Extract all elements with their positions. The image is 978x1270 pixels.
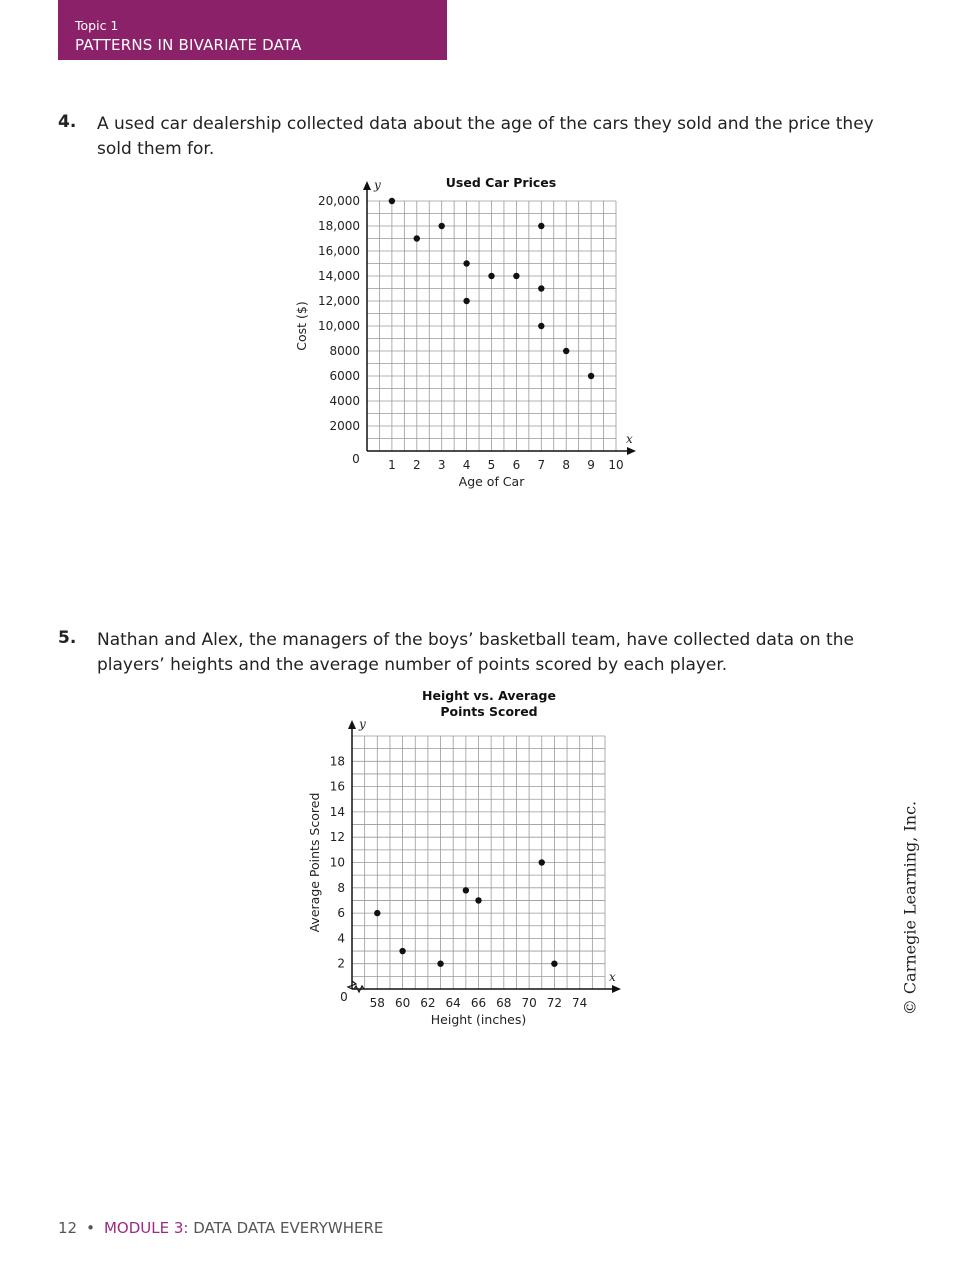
car-chart-x-var: x xyxy=(626,432,633,446)
car-chart-x-tick-label: 8 xyxy=(562,458,571,472)
height-chart-y-tick-label: 16 xyxy=(329,779,345,794)
car-chart-title: Used Car Prices xyxy=(445,175,557,190)
height-chart-y-tick-label: 6 xyxy=(337,906,345,921)
height-chart-data-point-6 xyxy=(551,961,557,967)
car-chart-x-tick-label: 4 xyxy=(462,458,471,472)
car-chart-x-tick-label: 10 xyxy=(608,458,624,472)
height-chart-y-tick-label: 8 xyxy=(337,880,345,895)
height-chart-x-arrow xyxy=(612,985,621,993)
height-chart-origin-label: 0 xyxy=(340,990,348,1004)
topic-label: Topic 1 xyxy=(75,18,119,33)
car-chart-y-tick-label: 20,000 xyxy=(318,194,360,208)
car-chart-y-tick-label: 12,000 xyxy=(318,294,360,308)
height-chart-y-tick-label: 2 xyxy=(337,956,345,971)
height-chart-grid xyxy=(352,736,605,989)
question-5-number: 5. xyxy=(58,628,77,648)
car-chart-x-tick-label: 1 xyxy=(388,458,396,472)
height-chart-title-line-0: Height vs. Average xyxy=(422,688,556,703)
car-chart-y-tick-label: 4000 xyxy=(329,394,360,408)
car-chart-x-tick-label: 3 xyxy=(437,458,446,472)
car-chart-y-tick-label: 2000 xyxy=(329,419,360,433)
car-chart-y-label: Cost ($) xyxy=(294,301,309,351)
car-chart-x-tick-label: 9 xyxy=(587,458,595,472)
car-chart-x-tick-label: 2 xyxy=(412,458,421,472)
height-chart-x-tick-label: 74 xyxy=(572,996,588,1010)
car-chart-x-tick-label: 7 xyxy=(537,458,546,472)
height-chart-x-tick-label: 58 xyxy=(369,996,385,1010)
copyright-notice: © Carnegie Learning, Inc. xyxy=(900,800,920,1016)
page-number: 12 xyxy=(58,1219,78,1237)
car-chart-x-label: Age of Car xyxy=(458,474,525,489)
height-chart-data-point-0 xyxy=(374,910,380,916)
height-chart-data-point-4 xyxy=(475,897,481,903)
height-chart-y-tick-label: 4 xyxy=(337,931,345,946)
height-chart-y-var: y xyxy=(359,717,366,731)
height-chart-y-tick-label: 18 xyxy=(329,754,345,769)
height-chart-data-point-1 xyxy=(399,948,405,954)
height-chart-x-var: x xyxy=(609,970,616,984)
height-chart-x-label: Height (inches) xyxy=(430,1012,527,1027)
height-chart-x-tick-label: 68 xyxy=(496,996,512,1010)
height-chart-x-tick-label: 62 xyxy=(420,996,436,1010)
height-chart-y-tick-label: 14 xyxy=(329,804,345,819)
question-5-text: Nathan and Alex, the managers of the boys’ basketball team, have collected data on the players’ heights and the average number of points scored by each player. xyxy=(97,630,854,675)
question-4-text: A used car dealership collected data about the age of the cars they sold and the price they sold them for. xyxy=(97,114,874,159)
car-chart-x-tick-label: 5 xyxy=(487,458,496,472)
height-chart-title-line-1: Points Scored xyxy=(440,704,538,719)
height-chart-x-tick-label: 60 xyxy=(394,996,411,1010)
height-chart-x-tick-label: 64 xyxy=(445,996,461,1010)
car-chart-y-tick-label: 14,000 xyxy=(318,269,360,283)
car-chart-y-tick-label: 18,000 xyxy=(318,219,360,233)
footer-separator: • xyxy=(86,1219,95,1237)
car-chart-y-var: y xyxy=(374,178,381,192)
car-chart-y-tick-label: 8000 xyxy=(329,344,360,358)
car-chart-origin-label: 0 xyxy=(352,452,360,466)
module-title: DATA DATA EVERYWHERE xyxy=(193,1219,384,1237)
height-chart-data-point-3 xyxy=(463,887,469,893)
car-chart-y-tick-label: 10,000 xyxy=(318,319,360,333)
height-chart-data-point-5 xyxy=(539,859,545,865)
height-chart-data-point-2 xyxy=(437,961,443,967)
height-chart-y-label: Average Points Scored xyxy=(307,792,322,933)
height-chart-x-tick-label: 72 xyxy=(546,996,563,1010)
car-chart-y-tick-label: 16,000 xyxy=(318,244,360,258)
height-chart-x-tick-label: 70 xyxy=(521,996,537,1010)
page-footer xyxy=(58,1219,383,1237)
height-chart-y-tick-label: 12 xyxy=(329,830,345,845)
height-chart-y-tick-label: 10 xyxy=(329,855,345,870)
module-label: MODULE 3: xyxy=(103,1219,189,1237)
car-chart-y-tick-label: 6000 xyxy=(329,369,360,383)
height-chart-y-arrow xyxy=(348,720,356,729)
topic-title: PATTERNS IN BIVARIATE DATA xyxy=(75,36,302,54)
question-4-number: 4. xyxy=(58,112,77,132)
car-chart-x-tick-label: 6 xyxy=(512,458,521,472)
height-chart-x-tick-label: 66 xyxy=(470,996,487,1010)
